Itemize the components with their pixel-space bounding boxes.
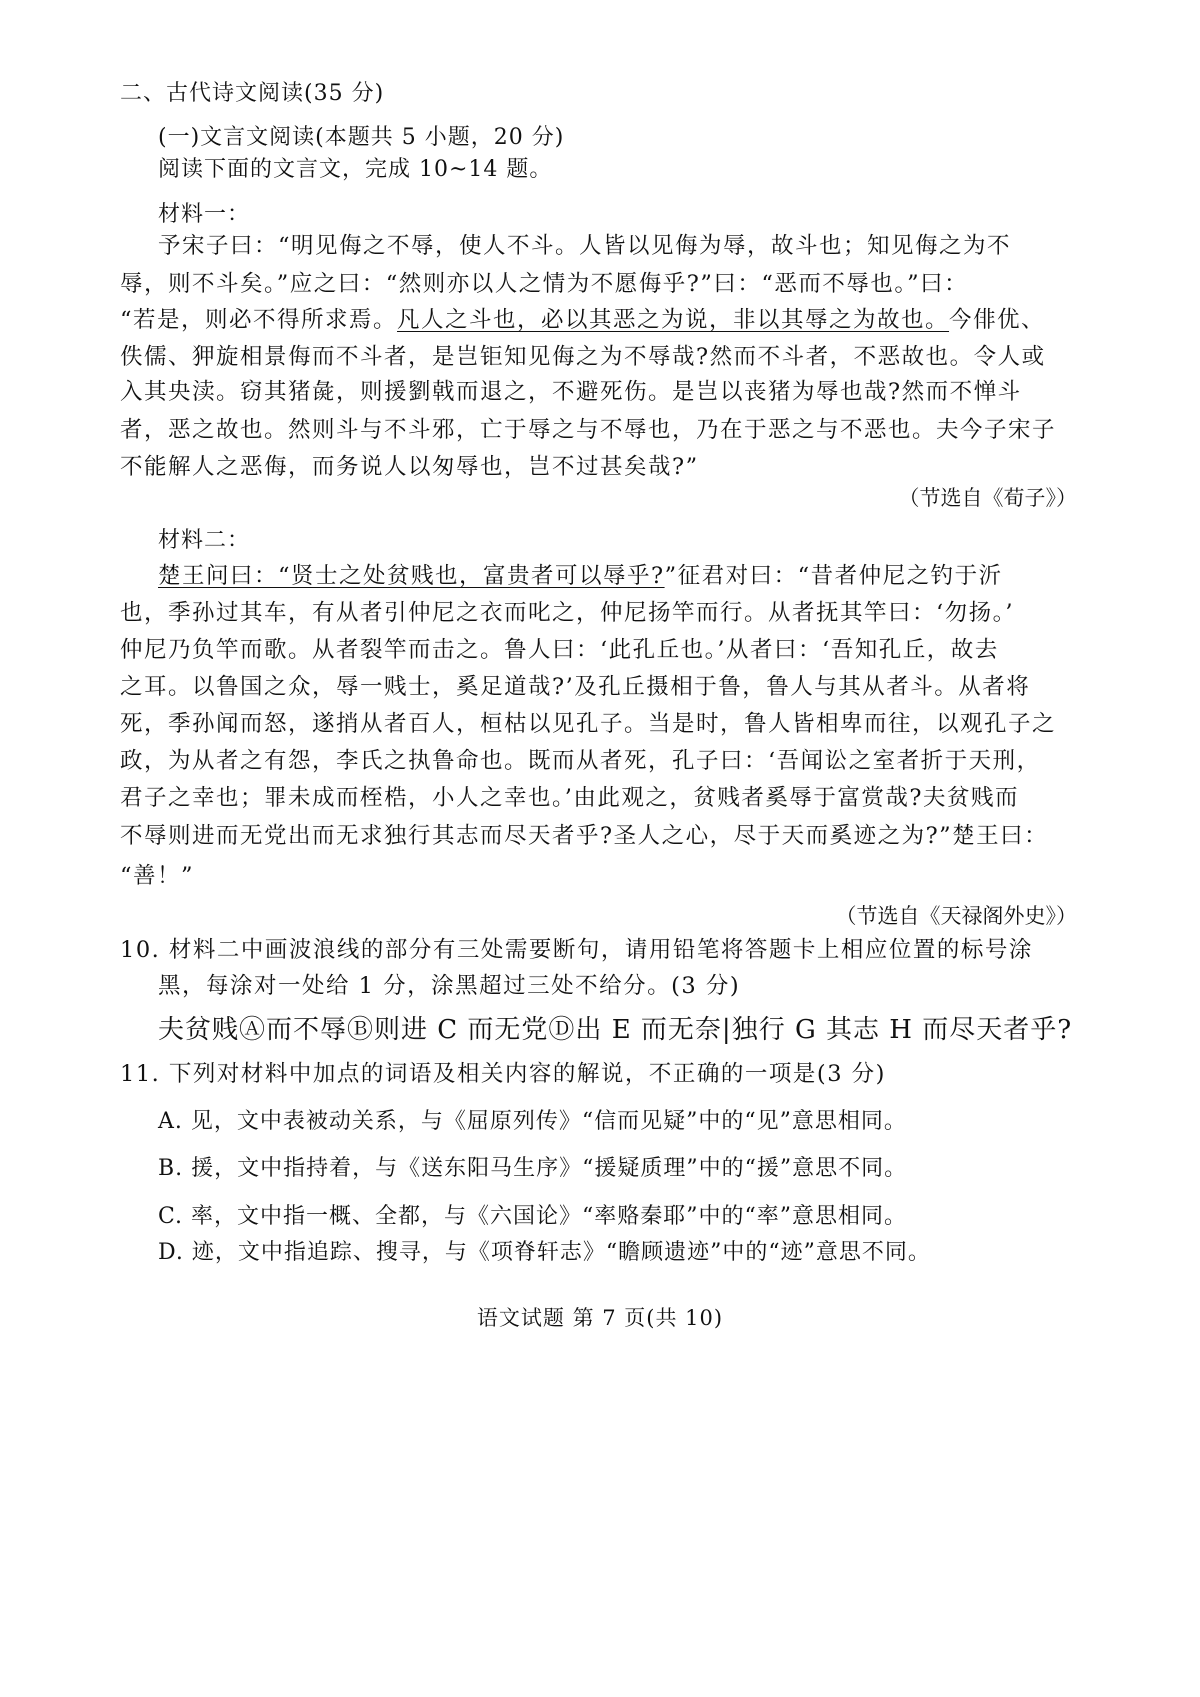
q11-stem: 11. 下列对材料中加点的词语及相关内容的解说，不正确的一项是(3 分) xyxy=(120,1061,886,1087)
material2-underlined-sentence: 楚王问曰：“贤士之处贫贱也，富贵者可以辱乎? xyxy=(158,563,665,589)
material2-line: 政，为从者之有怨，李氏之执鲁命也。既而从者死，孔子曰：‘吾闻讼之室者折于天刑， xyxy=(120,748,1041,774)
material1-heading: 材料一： xyxy=(158,202,251,227)
material1-line: 入其央渎。窃其猪彘，则援劉戟而退之，不避死伤。是岂以丧猪为辱也哉?然而不惮斗 xyxy=(120,379,1022,405)
material1-text: 今俳优、 xyxy=(949,307,1046,333)
material2-text: ”征君对曰：“昔者仲尼之钓于沂 xyxy=(664,563,1003,589)
material2-source: （节选自《天禄阁外史》） xyxy=(835,904,1077,928)
material1-line: 不能解人之恶侮，而务说人以匆辱也，岂不过甚矣哉?” xyxy=(120,454,699,480)
q11-option: A. 见，文中表被动关系，与《屈原列传》“信而见疑”中的“见”意思相同。 xyxy=(158,1109,907,1134)
material1-line: 辱，则不斗矣。”应之曰：“然则亦以人之情为不愿侮乎?”曰：“恶而不辱也。”曰： xyxy=(120,271,969,297)
material2-line: 也，季孙过其车，有从者引仲尼之衣而叱之，仲尼扬竿而行。从者抚其竿曰：‘勿扬。’ xyxy=(120,600,1015,626)
material2-heading: 材料二： xyxy=(158,528,251,553)
material1-line: 佚儒、狎旋相景侮而不斗者，是岂钜知见侮之为不辱哉?然而不斗者，不恶故也。令人或 xyxy=(120,344,1046,370)
q11-option: B. 援，文中指持着，与《送东阳马生序》“援疑质理”中的“援”意思不同。 xyxy=(158,1156,908,1181)
q11-option: D. 迹，文中指追踪、搜寻，与《项脊轩志》“瞻顾遗迹”中的“迹”意思不同。 xyxy=(158,1240,931,1265)
material1-line: 者，恶之故也。然则斗与不斗邪，亡于辱之与不辱也，乃在于恶之与不恶也。夫今子宋子 xyxy=(120,417,1057,443)
material1-text: “若是，则必不得所求焉。 xyxy=(120,307,398,333)
instruction: 阅读下面的文言文，完成 10~14 题。 xyxy=(158,157,553,182)
q11-option: C. 率，文中指一概、全都，与《六国论》“率赂秦耶”中的“率”意思相同。 xyxy=(158,1204,908,1229)
material2-line: 死，季孙闻而怒，遂捎从者百人，桓枯以见孔子。当是时，鲁人皆相卑而往，以观孔子之 xyxy=(120,711,1057,737)
q10-stem: 10. 材料二中画波浪线的部分有三处需要断句，请用铅笔将答题卡上相应位置的标号涂 xyxy=(120,937,1033,963)
material2-line: 君子之幸也；罪未成而桎梏，小人之幸也。’由此观之，贫贱者奚辱于富赏哉?夫贫贱而 xyxy=(120,785,1019,811)
q10-break-sentence: 夫贫贱Ⓐ而不辱Ⓑ则进 C 而无党Ⓓ出 E 而无奈|独行 G 其志 H 而尽天者乎? xyxy=(158,1015,1073,1045)
material2-line xyxy=(158,558,1003,590)
section-title: 二、古代诗文阅读(35 分) xyxy=(120,81,385,106)
page-footer: 语文试题 第 7 页(共 10) xyxy=(476,1306,724,1330)
material1-underlined-sentence: 凡人之斗也，必以其恶之为说，非以其辱之为故也。 xyxy=(397,307,950,333)
q10-stem: 黑，每涂对一处给 1 分，涂黑超过三处不给分。(3 分) xyxy=(158,973,741,999)
material2-line: 仲尼乃负竿而歌。从者裂竿而击之。鲁人曰：‘此孔丘也。’从者曰：‘吾知孔丘，故去 xyxy=(120,637,999,663)
material2-line: 之耳。以鲁国之众，辱一贱士，奚足道哉?’及孔丘摄相于鲁，鲁人与其从者斗。从者将 xyxy=(120,674,1031,700)
material2-line: “善！” xyxy=(120,863,195,889)
subsection-title: (一)文言文阅读(本题共 5 小题，20 分) xyxy=(158,125,565,150)
material2-line: 不辱则进而无党出而无求独行其志而尽天者乎?圣人之心，尽于天而奚迹之为?”楚王曰： xyxy=(120,823,1049,849)
material1-line: 予宋子曰：“明见侮之不辱，使人不斗。人皆以见侮为辱，故斗也；知见侮之为不 xyxy=(158,233,1012,259)
material1-line xyxy=(120,302,1045,334)
material1-source: （节选自《荀子》） xyxy=(898,486,1077,510)
